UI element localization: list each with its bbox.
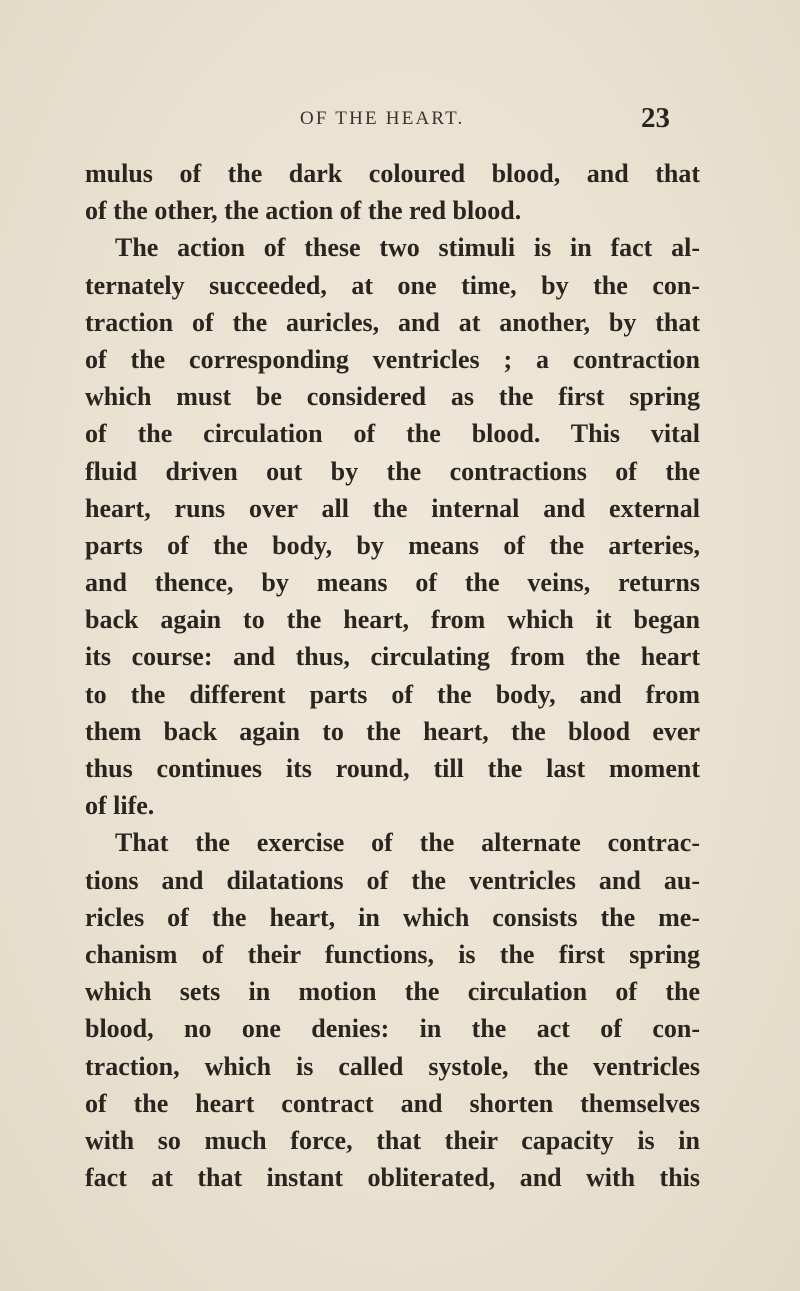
text-line: of life. [85, 791, 155, 821]
text-line: heart, runs over all the internal and external [85, 493, 700, 523]
text-line: them back again to the heart, the blood ever [85, 716, 700, 746]
text-line: fact at that instant obliterated, and with this [85, 1163, 700, 1193]
page-number: 23 [641, 102, 670, 134]
text-line: of the circulation of the blood. This vital [85, 419, 700, 449]
text-line: thus continues its round, till the last moment [85, 754, 700, 783]
text-line: parts of the body, by means of the arteries, [85, 530, 700, 560]
text-line: which must be considered as the first spring [85, 382, 700, 412]
text-line: fluid driven out by the contractions of the [85, 456, 700, 486]
text-line: traction of the auricles, and at another, by that [85, 307, 700, 337]
text-line: which sets in motion the circulation of the [85, 977, 700, 1007]
text-line: mulus of the dark coloured blood, and that [85, 159, 700, 188]
body-text [85, 155, 700, 1196]
text-line: The action of these two stimuli is in fact al- [115, 233, 700, 263]
text-line: That the exercise of the alternate contrac- [115, 828, 700, 858]
text-line: chanism of their functions, is the first spring [85, 939, 700, 969]
text-line: tions and dilatations of the ventricles and au- [85, 865, 700, 895]
text-line: traction, which is called systole, the ventricles [85, 1051, 700, 1081]
text-line: to the different parts of the body, and from [85, 679, 700, 709]
text-line: and thence, by means of the veins, returns [85, 568, 700, 598]
text-line: ternately succeeded, at one time, by the con- [85, 270, 700, 300]
text-line: blood, no one denies: in the act of con- [85, 1014, 700, 1044]
text-line: with so much force, that their capacity is in [85, 1125, 700, 1155]
text-line: back again to the heart, from which it began [85, 605, 700, 635]
text-line: of the heart contract and shorten themselves [85, 1088, 700, 1118]
text-line: of the other, the action of the red blood. [85, 196, 522, 226]
running-head: OF THE HEART. [300, 108, 465, 129]
text-line: ricles of the heart, in which consists the me- [85, 902, 700, 932]
text-line: its course: and thus, circulating from the heart [85, 642, 700, 672]
text-line: of the corresponding ventricles ; a contraction [85, 344, 700, 374]
page-header [0, 102, 800, 138]
